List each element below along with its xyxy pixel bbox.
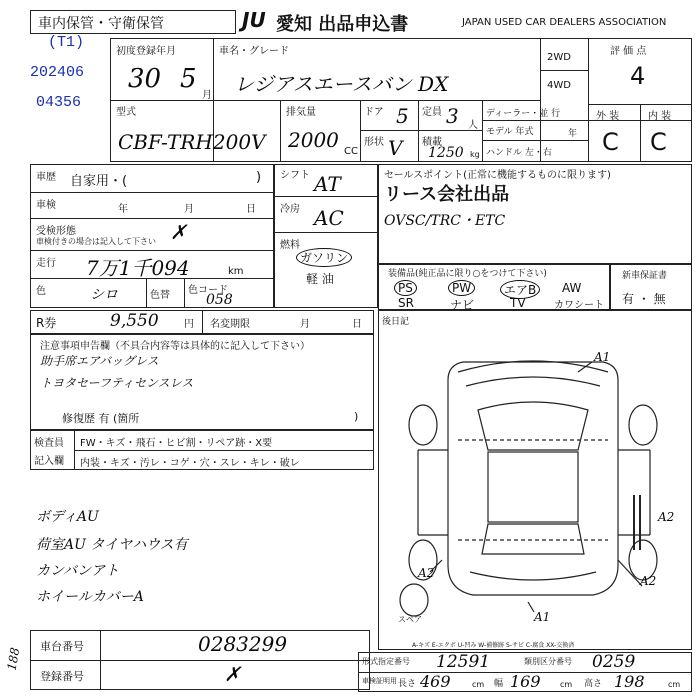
repair-history-label: 修復歴 有 (箇所 xyxy=(62,412,140,425)
equip-ps: PS xyxy=(394,280,417,296)
capacity-value: 3 xyxy=(446,104,459,128)
fourwd-label: 4WD xyxy=(547,80,571,91)
remark-2: 荷室AU タイヤハウス有 xyxy=(36,537,188,553)
color-label: 色 xyxy=(36,286,46,297)
interior-label: 内 装 xyxy=(648,111,672,122)
interior-row: 内装・キズ・汚レ・コゲ・穴・スレ・キレ・破レ xyxy=(80,458,300,469)
ext-grade-value: C xyxy=(602,128,619,156)
equip-leather: カワシート xyxy=(554,300,604,311)
displacement-label: 排気量 xyxy=(286,107,316,118)
notes-label: 注意事項申告欄（不具合内容等は具体的に記入して下さい） xyxy=(40,341,310,352)
stamp-line-3: 04356 xyxy=(36,94,82,111)
fuel-value: ガソリン xyxy=(296,248,352,267)
width-label: 幅 xyxy=(494,679,504,689)
entry-label: 記入欄 xyxy=(34,456,64,467)
height-label: 高さ xyxy=(584,679,603,689)
color-value: シロ xyxy=(90,287,118,303)
color-code-value: 058 xyxy=(206,292,233,308)
equip-airbag: エアB xyxy=(500,280,540,299)
int-grade-value: C xyxy=(650,128,667,156)
diagram-mark-a1-top: A1 xyxy=(594,350,611,364)
sales-point-label: セールスポイント(正常に機能するものに限ります) xyxy=(384,170,611,181)
kg-label: kg xyxy=(470,150,480,159)
ac-label: 冷房 xyxy=(280,204,300,215)
diagram-mark-a2-br: A2 xyxy=(640,574,657,588)
shift-value: AT xyxy=(314,172,341,196)
equip-tv: TV xyxy=(510,296,526,310)
equip-pw: PW xyxy=(448,280,475,296)
plate-label: 登録番号 xyxy=(40,670,84,683)
equipment-label: 装備品(純正品に限り○をつけて下さい) xyxy=(388,269,547,279)
shape-label: 形状 xyxy=(364,137,384,148)
model-year-unit: 年 xyxy=(568,129,578,139)
storage-label: 車内保管・守衛保管 xyxy=(38,16,164,32)
model-year-label: モデル 年式 xyxy=(486,127,534,137)
evaluation-label: 評 価 点 xyxy=(610,46,647,57)
length-label: 長さ xyxy=(398,679,417,689)
side-mark: 188 xyxy=(4,646,23,672)
vehicle-cert-label: 車検証明用 xyxy=(362,677,397,685)
equip-sr: SR xyxy=(398,296,414,310)
category-no-label: 類別区分番号 xyxy=(524,657,572,666)
warranty-options: 有 ・ 無 xyxy=(622,292,666,306)
chassis-label: 車台番号 xyxy=(40,640,84,653)
name-change-day: 日 xyxy=(352,319,362,330)
diagram-mark-a2-right: A2 xyxy=(658,510,675,524)
inspection-year: 年 xyxy=(118,204,128,215)
ac-value: AC xyxy=(314,206,344,230)
warranty-label: 新車保証書 xyxy=(622,271,668,281)
inspection-day: 日 xyxy=(246,204,256,215)
load-value: 1250 xyxy=(428,145,464,161)
model-label: 型式 xyxy=(116,107,136,118)
mileage-label: 走行 xyxy=(36,258,56,269)
car-diagram xyxy=(378,310,692,650)
dealer-label: ディーラー・並 行 xyxy=(486,109,561,119)
doors-value: 5 xyxy=(396,104,409,128)
diesel-label: 軽 油 xyxy=(306,272,334,286)
diagram-mark-a1-bottom: A1 xyxy=(534,610,551,624)
km-label: km xyxy=(228,266,244,277)
length-value: 469 xyxy=(420,672,451,691)
color-change-label: 色替 xyxy=(150,290,170,301)
org-title: 愛知 出品申込書 xyxy=(276,14,409,35)
receipt-mark: ✗ xyxy=(170,220,187,244)
name-change-month: 月 xyxy=(300,319,310,330)
fuel-label: 燃料 xyxy=(280,240,300,251)
equip-aw: AW xyxy=(562,281,582,295)
remark-4: ホイールカバーA xyxy=(36,589,144,605)
inspection-label: 車検 xyxy=(36,200,56,211)
r-ticket-label: R券 xyxy=(36,316,57,330)
damage-legend: A-キズ E-エクボ U-凹み W-補修跡 S-サビ C-腐食 XX-交換済 xyxy=(412,642,575,649)
handle-label: ハンドル 左・右 xyxy=(486,148,552,158)
capacity-label: 定員 xyxy=(422,107,442,118)
receipt-label: 受検形態 xyxy=(36,226,76,237)
shape-value: V xyxy=(388,136,403,160)
length-unit: cm xyxy=(472,680,485,689)
height-unit: cm xyxy=(668,680,681,689)
load-label: 積載 xyxy=(422,137,442,148)
cc-label: CC xyxy=(344,146,358,157)
exterior-label: 外 装 xyxy=(596,111,620,122)
inspection-month: 月 xyxy=(184,204,194,215)
reg-month-unit: 月 xyxy=(202,90,212,101)
spare-label: スペア xyxy=(398,615,422,624)
remark-1: ボディAU xyxy=(36,509,99,525)
equipment-text: OVSC/TRC・ETC xyxy=(384,213,506,229)
capacity-unit: 人 xyxy=(468,120,478,131)
yen-label: 円 xyxy=(184,319,194,330)
repair-close: ) xyxy=(354,410,359,423)
twowd-label: 2WD xyxy=(547,52,571,63)
shift-label: シフト xyxy=(280,170,310,181)
model-code-value: CBF-TRH200V xyxy=(118,130,266,154)
sales-point-text: リース会社出品 xyxy=(384,184,510,205)
color-code-label: 色コード xyxy=(188,285,228,296)
grade-score-value: 4 xyxy=(630,62,646,90)
displacement-value: 2000 xyxy=(288,128,339,152)
first-reg-label: 初度登録年月 xyxy=(116,46,176,57)
note-line-2: トヨタセーフティセンスレス xyxy=(40,376,194,390)
remark-3: カンバンアト xyxy=(36,563,120,579)
r-ticket-value: 9,550 xyxy=(110,311,159,331)
category-no-value: 0259 xyxy=(592,652,636,672)
fw-row: FW・キズ・飛石・ヒビ割・リペア跡・X要 xyxy=(80,438,273,449)
car-name-label: 車名・グレード xyxy=(219,46,289,57)
inspector-label: 検査員 xyxy=(34,438,64,449)
height-value: 198 xyxy=(614,672,645,691)
spec-no-value: 12591 xyxy=(436,652,491,672)
width-unit: cm xyxy=(560,680,573,689)
stamp-line-1: (T1) xyxy=(48,34,85,51)
note-line-1: 助手席エアバッグレス xyxy=(40,354,159,368)
chassis-number: 0283299 xyxy=(198,632,288,656)
stamp-line-2: 202406 xyxy=(30,64,85,81)
diagram-label: 後日記 xyxy=(382,317,410,327)
diagram-mark-a2-left: A2 xyxy=(418,566,435,580)
reg-year-value: 30 xyxy=(128,64,162,94)
mileage-value: 7万1千094 xyxy=(86,256,190,280)
org-title-en: JAPAN USED CAR DEALERS ASSOCIATION xyxy=(462,17,667,28)
history-label: 車歴 xyxy=(36,172,56,183)
spec-no-label: 形式指定番号 xyxy=(362,657,410,666)
car-name-value: レジアスエースバン DX xyxy=(234,72,449,96)
history-close: ) xyxy=(256,170,262,185)
receipt-note: 車検付きの場合は記入して下さい xyxy=(36,237,156,246)
reg-month-value: 5 xyxy=(180,64,197,94)
plate-mark: ✗ xyxy=(224,662,241,686)
equip-navi: ナビ xyxy=(450,298,475,312)
doors-label: ドア xyxy=(364,107,384,118)
name-change-label: 名変期限 xyxy=(210,319,250,330)
width-value: 169 xyxy=(510,672,541,691)
private-use-label: 自家用・( xyxy=(70,174,128,189)
ju-logo: JU xyxy=(242,8,266,32)
